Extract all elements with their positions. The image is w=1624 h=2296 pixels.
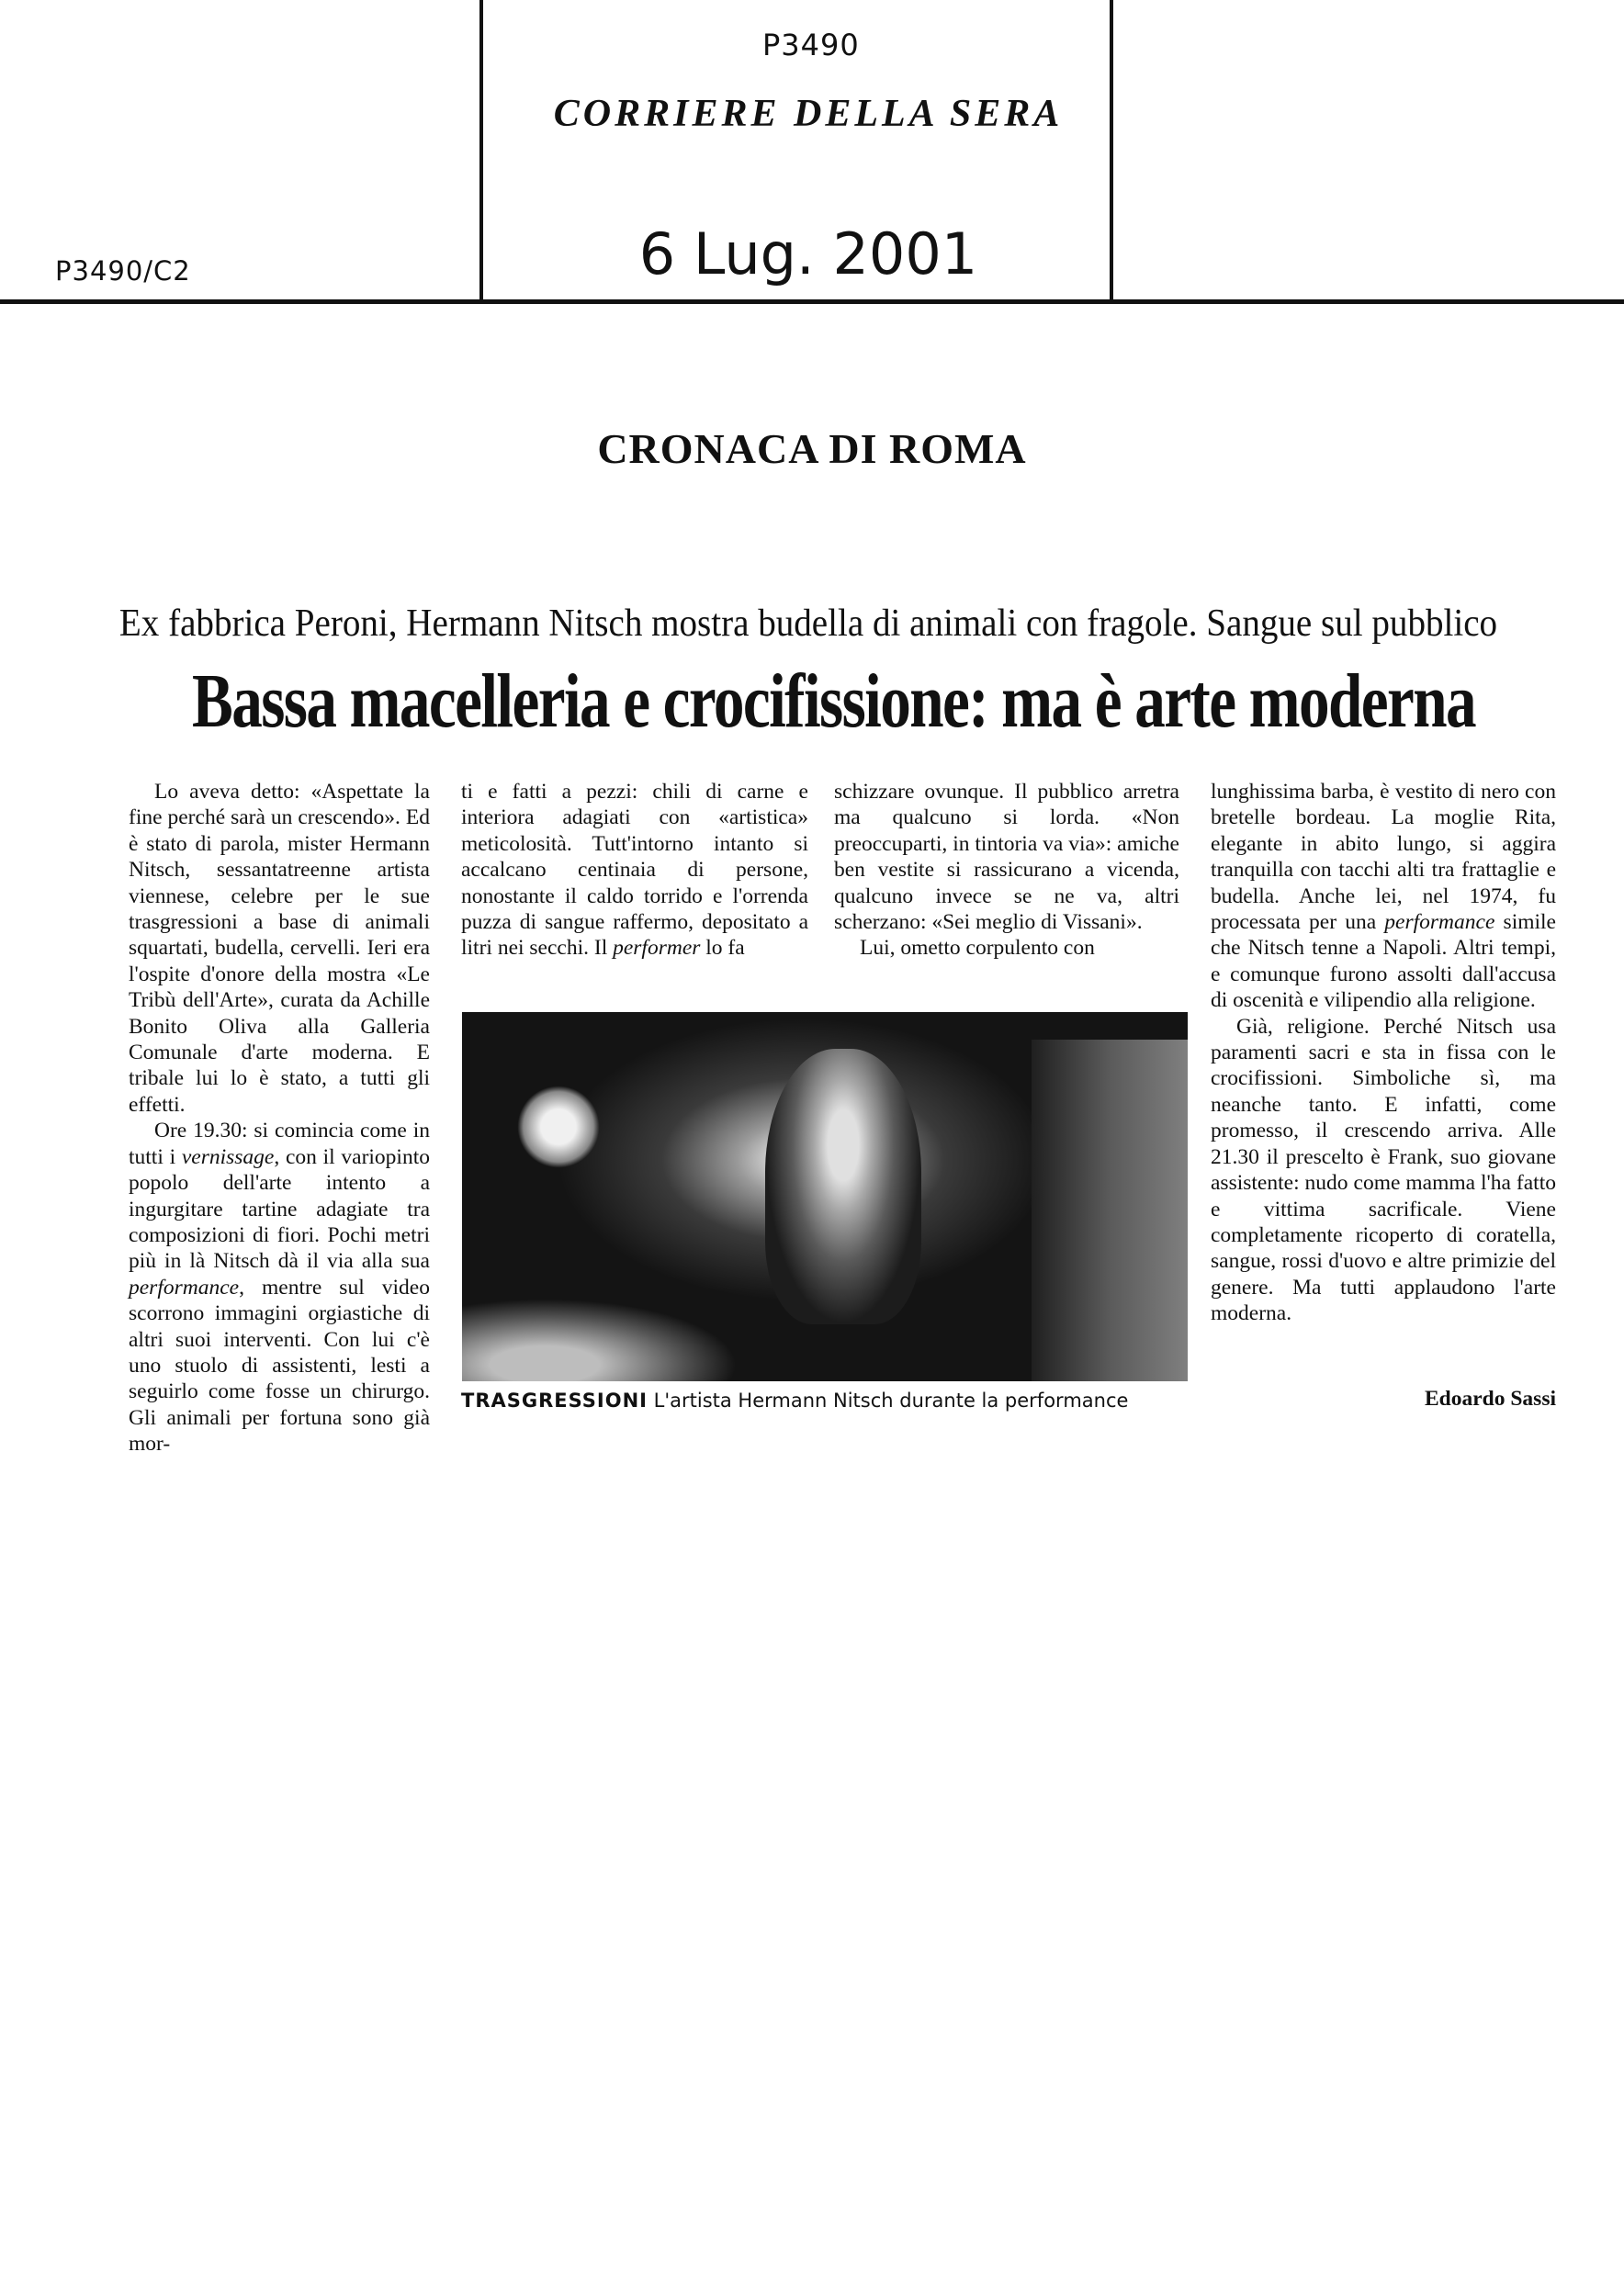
photo-figure — [765, 1049, 921, 1324]
header-rule — [0, 299, 1624, 304]
header-divider-left — [479, 0, 483, 303]
paragraph: schizzare ovunque. Il pubblico arretra ma qualcuno si lorda. «Non preoccuparti, in tintoria va via»: amiche ben vestite si rassicurano a vicenda, qualcuno invece se ne va, altri scherzano: «Sei meglio di Vissani». — [834, 780, 1179, 935]
photo-caption — [461, 1390, 1128, 1412]
article-headline: Bassa macelleria e crocifissione: ma è arte moderna — [192, 658, 1475, 744]
caption-text: L'artista Hermann Nitsch durante la performance — [647, 1390, 1129, 1412]
newspaper-name: CORRIERE DELLA SERA — [553, 93, 1064, 135]
photo-light — [517, 1086, 600, 1168]
caption-label: TRASGRESSIONI — [461, 1390, 648, 1412]
article-column-1 — [129, 779, 430, 1458]
article-kicker: Ex fabbrica Peroni, Hermann Nitsch mostra budella di animali con fragole. Sangue sul pubblico — [118, 602, 1498, 645]
article-photo — [462, 1012, 1188, 1381]
paragraph: Ore 19.30: si comincia come in tutti i vernissage, con il variopinto popolo dell'arte intento a ingurgitare tartine adagiate tra composizioni di fiori. Pochi metri più in là Nitsch dà il via alla sua performance, mentre sul video scorrono immagini orgiastiche di altri suoi interventi. Con lui c'è uno stuolo di assistenti, lesti a seguirlo come fosse un chirurgo. Gli animali per fortuna sono già mor- — [129, 1119, 430, 1457]
article-column-2 — [461, 779, 808, 962]
article-column-3 — [834, 779, 1179, 962]
author-byline: Edoardo Sassi — [1424, 1387, 1556, 1411]
photo-foreground — [462, 1299, 738, 1381]
publication-date: 6 Lug. 2001 — [638, 220, 978, 287]
paragraph: ti e fatti a pezzi: chili di carne e interiora adagiati con «artistica» meticolosità. Tutt'intorno intanto si accalcano centinaia di persone, nonostante il caldo torrido e l'orrenda puzza di sangue raffermo, depositato a litri nei secchi. Il performer lo fa — [461, 780, 808, 961]
paragraph: lunghissima barba, è vestito di nero con bretelle bordeau. La moglie Rita, elegante in abito lungo, si aggira tranquilla con tacchi alti tra frattaglie e budella. Anche lei, nel 1974, fu processata per una performance simile che Nitsch tenne a Napoli. Altri tempi, e comunque furono assolti dall'accusa di oscenità e vilipendio alla religione. — [1211, 780, 1556, 1013]
paragraph: Già, religione. Perché Nitsch usa paramenti sacri e sta in fissa con le crocifissioni. Simboliche sì, ma neanche tanto. E infatti, come promesso, il crescendo arriva. Alle 21.30 il prescelto è Frank, suo giovane assistente: nudo come mamma l'ha fatto e vittima sacrificale. Viene completamente ricoperto di coratella, sangue, rossi d'uovo e altre primizie del genere. Ma tutti applaudono l'arte moderna. — [1211, 1014, 1556, 1326]
photo-background — [1032, 1040, 1188, 1381]
paragraph: Lo aveva detto: «Aspettate la fine perché sarà un crescendo». Ed è stato di parola, mister Hermann Nitsch, sessantatreenne artista viennese, celebre per le sue trasgressioni a base di animali squartati, budella, cervelli. Ieri era l'ospite d'onore della mostra «Le Tribù dell'Arte», curata da Achille Bonito Oliva alla Galleria Comunale d'arte moderna. E tribale lui lo è stato, a tutti gli effetti. — [129, 780, 430, 1117]
section-title: CRONACA DI ROMA — [597, 425, 1027, 472]
paragraph: Lui, ometto corpulento con — [860, 936, 1095, 961]
archive-code-left: P3490/C2 — [55, 255, 191, 287]
article-column-4 — [1211, 779, 1556, 1327]
archive-code-top: P3490 — [762, 28, 860, 62]
